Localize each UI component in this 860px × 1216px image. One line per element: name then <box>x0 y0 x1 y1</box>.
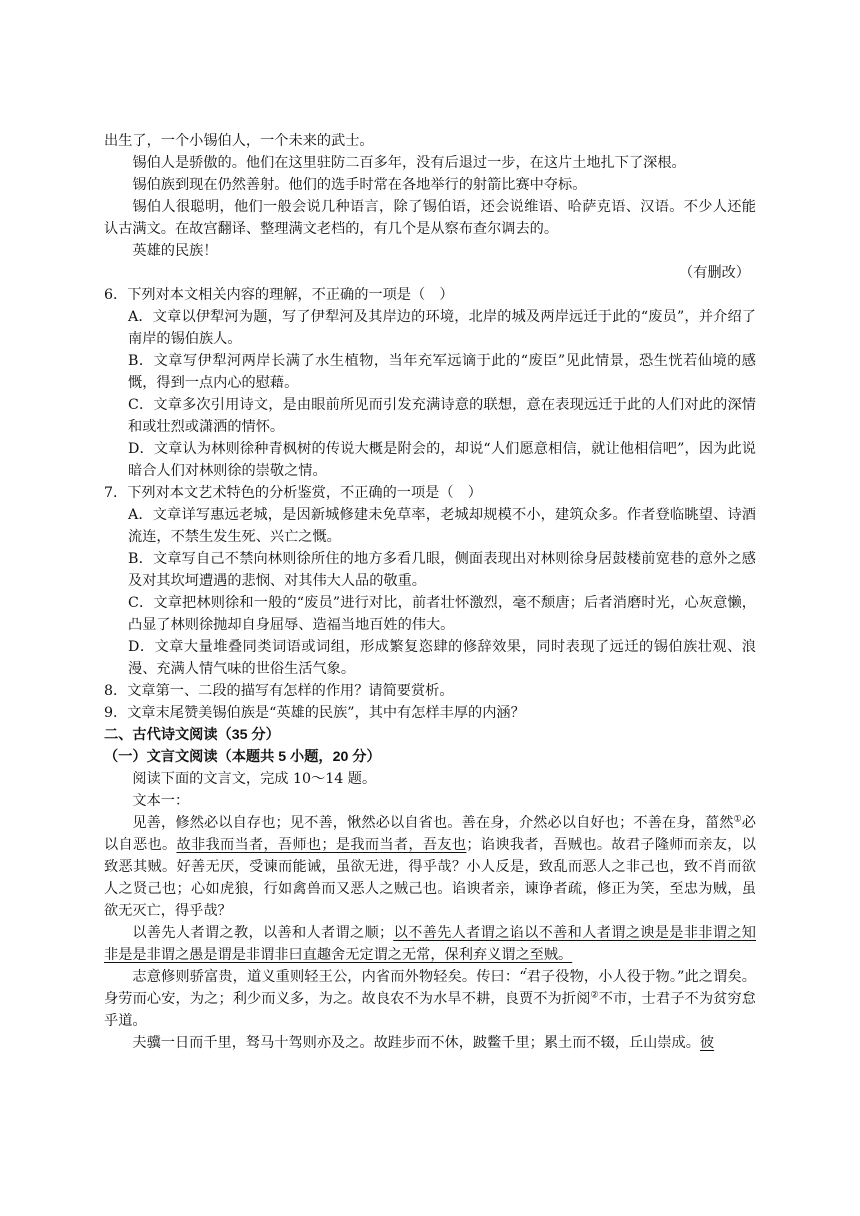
footnote-marker: ② <box>590 990 599 1001</box>
question-6-option-a: A．文章以伊犁河为题，写了伊犁河及其岸边的环境，北岸的城及两岸远迁于此的“废员”，并介绍了南岸的锡伯族人。 <box>128 309 756 347</box>
footnote-marker: ① <box>733 814 742 825</box>
question-7-option-a: A．文章详写惠远老城，是因新城修建未免草率，老城却规模不小，建筑众多。作者登临眺望、诗酒流连，不禁生发生死、兴亡之慨。 <box>128 507 756 545</box>
question-6-option-c: C．文章多次引用诗文，是由眼前所见而引发充满诗意的联想，意在表现远迁于此的人们对此的深情和或壮烈或潇洒的情怀。 <box>128 397 756 435</box>
underlined-sentence: 故非我而当者，吾师也；是我而当者，吾友也 <box>176 837 467 853</box>
text-line: 出生了，一个小锡伯人，一个未来的武士。 <box>104 133 374 149</box>
text-paragraph: 锡伯人很聪明，他们一般会说几种语言，除了锡伯语，还会说维语、哈萨克语、汉语。不少人还能认古满文。在故宫翻译、整理满文老档的，有几个是从察布查尔调去的。 <box>104 199 756 237</box>
text-label: 文本一： <box>132 793 190 809</box>
classical-paragraph-1: 见善，修然必以自存也；见不善，愀然必以自省也。善在身，介然必以自好也；不善在身，菑然①必以自恶也。故非我而当者，吾师也；是我而当者，吾友也；谄谀我者，吾贼也。故君子隆师而亲友，以致恶其贼。好善无厌，受谏而能诫，虽欲无进，得乎哉？小人反是，致乱而恶人之非己也，致不肖而欲人之贤己也；心如虎狼，行如禽兽而又恶人之贼己也。谄谀者亲，谏诤者疏，修正为笑，至忠为贼，虽欲无灭亡，得乎哉？ <box>104 814 756 919</box>
classical-paragraph-3: 志意修则骄富贵，道义重则轻王公，内省而外物轻矣。传曰 ·：“君子役物，小人役于物。”此之谓矣。身劳而心安，为之；利少而义多，为之。故良农不为水旱不耕，良贾不为折阅②不市，士君子不为贫穷怠乎道。 <box>104 966 756 1032</box>
instruction: 阅读下面的文言文，完成 10～14 题。 <box>132 771 377 787</box>
subsection-heading: （一）文言文阅读（本题共 5 小题，20 分） <box>104 749 381 765</box>
question-7-stem: 7．下列对本文艺术特色的分析鉴赏，不正确的一项是（ ） <box>104 485 482 501</box>
underlined-sentence: 彼 <box>699 1035 715 1051</box>
section-heading: 二、古代诗文阅读（35 分） <box>104 727 280 743</box>
question-8: 8．文章第一、二段的描写有怎样的作用？请简要赏析。 <box>104 683 454 699</box>
document-page <box>104 130 756 1054</box>
question-7-option-c: C．文章把林则徐和一般的“废员”进行对比，前者壮怀激烈，毫不颓唐；后者消磨时光，心灰意懒，凸显了林则徐抛却自身屈辱、造福当地百姓的伟大。 <box>128 595 756 633</box>
underlined-sentence: 以不善先人者谓之谄以不善和人者谓之谀是是非非谓之知非是是非谓之愚是谓是非谓非曰直趣舍无定谓之无常，保利弃义谓之至贼。 <box>104 925 756 963</box>
question-6-stem: 6．下列对本文相关内容的理解，不正确的一项是（ ） <box>104 287 454 303</box>
question-7-option-d: D．文章大量堆叠同类词语或词组，形成繁复恣肆的修辞效果，同时表现了远迁的锡伯族壮观、浪漫、充满人情气味的世俗生活气象。 <box>128 639 756 677</box>
text-line: 锡伯族到现在仍然善射。他们的选手时常在各地举行的射箭比赛中夺标。 <box>132 177 587 193</box>
question-9: 9．文章末尾赞美锡伯族是“英雄的民族”，其中有怎样丰厚的内涵？ <box>104 705 525 721</box>
question-6-option-d: D．文章认为林则徐种青枫树的传说大概是附会的，却说“人们愿意相信，就让他相信吧”，因为此说暗合人们对林则徐的崇敬之情。 <box>128 441 756 479</box>
source-note: （有删改） <box>679 265 750 281</box>
classical-paragraph-4: 夫骥一日而千里，驽马十驾则亦及之。故跬步而不休，跛鳖千里；累土而不辍，丘山崇成。彼 <box>132 1035 715 1051</box>
text-line: 锡伯人是骄傲的。他们在这里驻防二百多年，没有后退过一步，在这片土地扎下了深根。 <box>132 155 686 171</box>
text-line: 英雄的民族！ <box>132 243 218 259</box>
classical-paragraph-2: 以善先人者谓之教，以善和人者谓之顺；以不善先人者谓之谄以不善和人者谓之谀是是非非谓之知非是是非谓之愚是谓是非谓非曰直趣舍无定谓之无常，保利弃义谓之至贼。 <box>104 925 756 963</box>
question-7-option-b: B．文章写自己不禁向林则徐所住的地方多看几眼，侧面表现出对林则徐身居鼓楼前宽巷的意外之感及对其坎坷遭遇的悲悯、对其伟大人品的敬重。 <box>128 551 756 589</box>
question-6-option-b: B．文章写伊犁河两岸长满了水生植物，当年充军远谪于此的“废臣”见此情景，恐生恍若仙境的感慨，得到一点内心的慰藉。 <box>128 353 756 391</box>
emphasis-dot-char: 曰 · <box>491 969 505 985</box>
